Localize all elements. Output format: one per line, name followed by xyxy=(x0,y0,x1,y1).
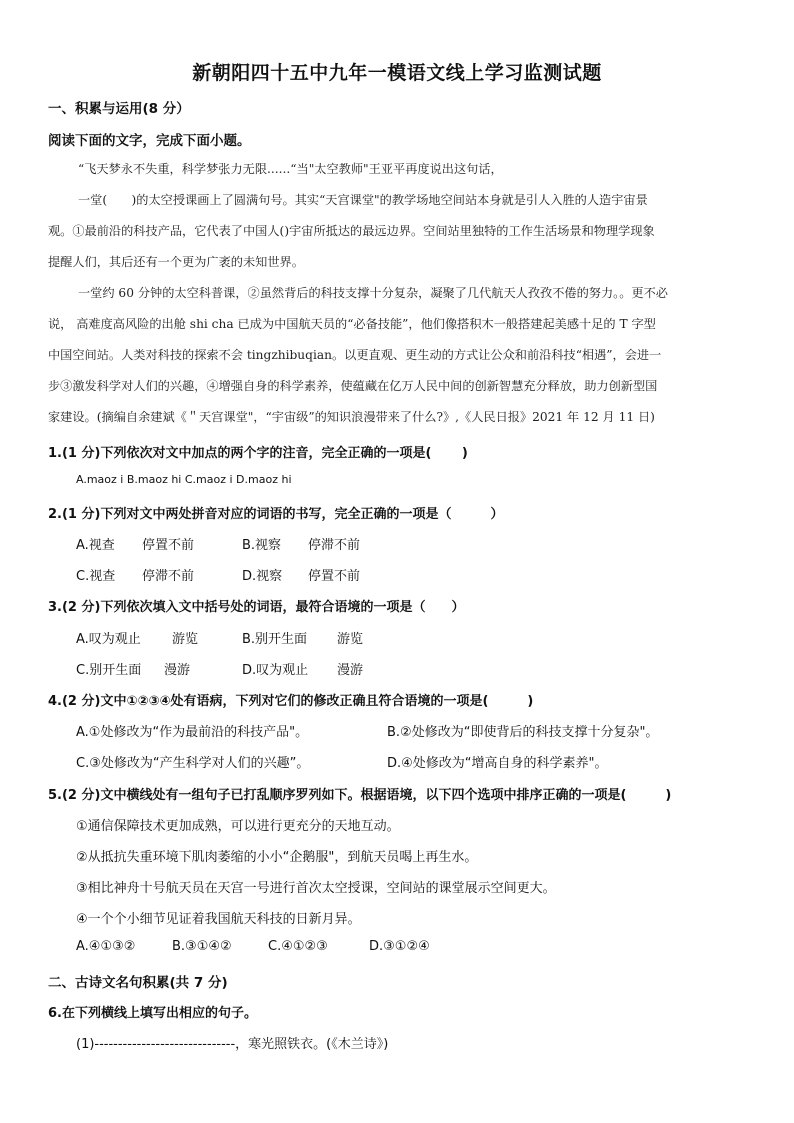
option-d: D.叹为观止 xyxy=(242,663,309,678)
sentence-4: ④一个个小细节见证着我国航天科技的日新月异。 xyxy=(76,912,361,927)
passage-line: 步③激发科学对人们的兴趣，④增强自身的科学素养，使蕴藏在亿万人民中间的创新智慧充分释放，助力创新型国 xyxy=(48,379,658,393)
question-1-options: A.maoz i B.maoz hi C.maoz i D.maoz hi xyxy=(76,473,292,486)
passage-line: 中国空间站。人类对科技的探索不会 tingzhibuqian。以更直观、更生动的方式让公众和前沿科技“相遇”，会进一 xyxy=(48,348,662,362)
passage-line: 一堂( )的太空授课画上了圆满句号。其实“天宫课堂"的教学场地空间站本身就是引人入胜的人造宇宙景 xyxy=(78,193,648,207)
sentence-3: ③相比神舟十号航天员在天宫一号进行首次太空授课，空间站的课堂展示空间更大。 xyxy=(76,881,556,896)
option-b: B.③①④② xyxy=(172,939,232,954)
question-1-stem: 1.(1 分)下列依次对文中加点的两个字的注音，完全正确的一项是( ) xyxy=(48,446,468,461)
reading-passage xyxy=(48,160,754,430)
page-title: 新朝阳四十五中九年一模语文线上学习监测试题 xyxy=(192,62,602,84)
option-b: B.视察 xyxy=(242,538,282,553)
option-c: C.别开生面 xyxy=(76,663,142,678)
option-a: A.叹为观止 xyxy=(76,632,141,647)
question-2-options-row2 xyxy=(0,565,794,585)
passage-line: 家建设。(摘编自余建斌《＂天宫课堂"，“宇宙级”的知识浪漫带来了什么?》,《人民日报》2021 年 12 月 11 日) xyxy=(48,410,655,424)
option-a: A.①处修改为“作为最前沿的科技产品"。 xyxy=(76,725,309,740)
passage-line: 提醒人们，其后还有一个更为广袤的未知世界。 xyxy=(48,255,304,269)
option-c-word: 漫游 xyxy=(164,663,191,678)
option-d-word: 漫游 xyxy=(337,663,364,678)
option-d: D.视察 xyxy=(242,569,283,584)
option-b: B.别开生面 xyxy=(242,632,308,647)
option-d: D.④处修改为“增高自身的科学素养"。 xyxy=(387,756,608,771)
instruction: 阅读下面的文字，完成下面小题。 xyxy=(48,133,251,149)
passage-line: 一堂约 60 分钟的太空科普课，②虽然背后的科技支撑十分复杂，凝聚了几代航天人孜孜不倦的努力。。更不必 xyxy=(78,286,668,300)
question-2-stem: 2.(1 分)下列对文中两处拼音对应的词语的书写，完全正确的一项是（ ） xyxy=(48,507,504,522)
question-4-options-row1 xyxy=(0,721,794,741)
question-5-stem: 5.(2 分)文中横线处有一组句子已打乱顺序罗列如下。根据语境，以下四个选项中排序正确的一项是( ) xyxy=(48,788,672,803)
option-a: A.视查 xyxy=(76,538,115,553)
question-6-stem: 6.在下列横线上填写出相应的句子。 xyxy=(48,1006,257,1021)
question-6-1: (1)------------------------------，寒光照铁衣。(《木兰诗》) xyxy=(76,1037,389,1052)
section1-heading: 一、积累与运用(8 分） xyxy=(48,101,190,117)
option-c: C.视查 xyxy=(76,569,116,584)
question-4-stem: 4.(2 分)文中①②③④处有语病，下列对它们的修改正确且符合语境的一项是( ) xyxy=(48,694,534,709)
passage-line: “飞天梦永不失重，科学梦张力无限......“当"太空教师"王亚平再度说出这句话， xyxy=(78,162,503,176)
option-c-word: 停滞不前 xyxy=(142,569,195,584)
option-d: D.③①②④ xyxy=(369,939,430,954)
question-3-options-row2 xyxy=(0,659,794,679)
option-c: C.③处修改为“产生科学对人们的兴趣”。 xyxy=(76,756,310,771)
passage-line: 说， 高难度高风险的出舱 shi cha 已成为中国航天员的“必备技能”，他们像搭积木一般搭建起美感十足的 T 字型 xyxy=(48,317,656,331)
option-a-word: 游览 xyxy=(172,632,199,647)
option-b-word: 游览 xyxy=(337,632,364,647)
sentence-2: ②从抵抗失重环境下肌肉萎缩的小小“企鹅服"，到航天员喝上再生水。 xyxy=(76,850,478,865)
option-a: A.④①③② xyxy=(76,939,136,954)
option-a-word: 停置不前 xyxy=(142,538,195,553)
sentence-1: ①通信保障技术更加成熟，可以进行更充分的天地互动。 xyxy=(76,819,400,834)
option-b: B.②处修改为“即使背后的科技支撑十分复杂"。 xyxy=(387,725,659,740)
passage-line: 观。①最前沿的科技产品，它代表了中国人()宇宙所抵达的最远边界。空间站里独特的工作生活场景和物理学现象 xyxy=(48,224,655,238)
option-c: C.④①②③ xyxy=(268,939,328,954)
question-4-options-row2 xyxy=(0,752,794,772)
option-b-word: 停滞不前 xyxy=(308,538,361,553)
section2-heading: 二、古诗文名句积累(共 7 分) xyxy=(48,975,228,991)
question-3-stem: 3.(2 分)下列依次填入文中括号处的词语，最符合语境的一项是（ ） xyxy=(48,600,465,615)
option-d-word: 停置不前 xyxy=(308,569,361,584)
question-3-options-row1 xyxy=(0,628,794,648)
question-5-options xyxy=(0,939,794,959)
question-2-options-row1 xyxy=(0,534,794,554)
